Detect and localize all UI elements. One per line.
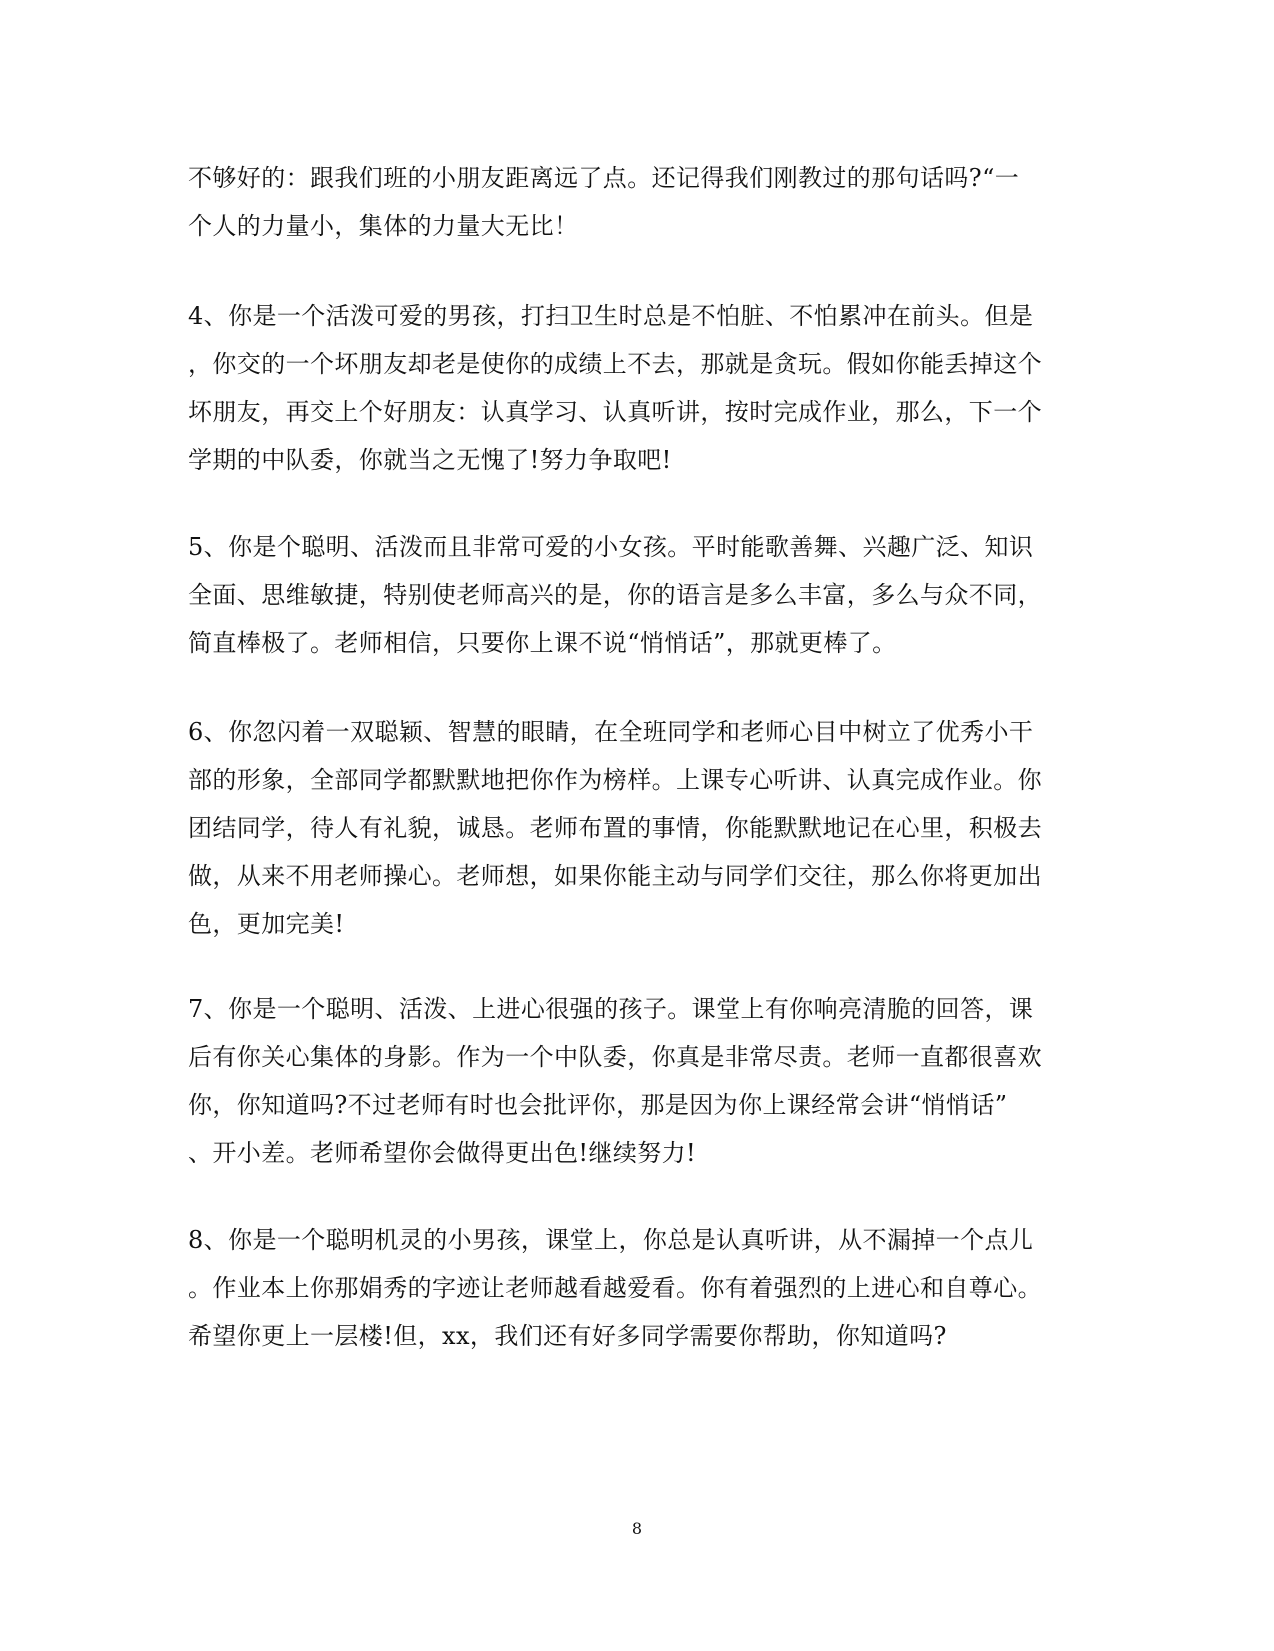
text-line: 坏朋友，再交上个好朋友：认真学习、认真听讲，按时完成作业，那么，下一个 [188, 398, 1042, 426]
paragraph [188, 154, 1068, 250]
text-line: 希望你更上一层楼!但，xx，我们还有好多同学需要你帮助，你知道吗? [188, 1322, 947, 1350]
text-line: 个人的力量小，集体的力量大无比！ [188, 212, 579, 240]
text-line: ，你交的一个坏朋友却老是使你的成绩上不去，那就是贪玩。假如你能丢掉这个 [188, 350, 1042, 378]
text-line: 团结同学，待人有礼貌，诚恳。老师布置的事情，你能默默地记在心里，积极去 [188, 814, 1042, 842]
text-line: 。作业本上你那娟秀的字迹让老师越看越爱看。你有着强烈的上进心和自尊心。 [188, 1274, 1042, 1302]
text-line: 不够好的：跟我们班的小朋友距离远了点。还记得我们刚教过的那句话吗?“一 [188, 164, 1020, 192]
text-line: 色，更加完美! [188, 910, 345, 938]
paragraph [188, 292, 1068, 484]
text-line: 5、你是个聪明、活泼而且非常可爱的小女孩。平时能歌善舞、兴趣广泛、知识 [188, 533, 1034, 561]
text-line: 8、你是一个聪明机灵的小男孩，课堂上，你总是认真听讲，从不漏掉一个点儿 [188, 1226, 1034, 1254]
text-line: 、开小差。老师希望你会做得更出色!继续努力! [188, 1139, 697, 1167]
text-line: 全面、思维敏捷，特别使老师高兴的是，你的语言是多么丰富，多么与众不同， [188, 581, 1042, 609]
paragraph [188, 985, 1068, 1177]
text-line: 学期的中队委，你就当之无愧了!努力争取吧! [188, 446, 672, 474]
paragraph [188, 1216, 1068, 1360]
text-line: 你，你知道吗?不过老师有时也会批评你，那是因为你上课经常会讲“悄悄话” [188, 1091, 1008, 1119]
paragraph [188, 523, 1068, 667]
text-line: 部的形象，全部同学都默默地把你作为榜样。上课专心听讲、认真完成作业。你 [188, 766, 1042, 794]
text-line: 7、你是一个聪明、活泼、上进心很强的孩子。课堂上有你响亮清脆的回答，课 [188, 995, 1034, 1023]
text-line: 4、你是一个活泼可爱的男孩，打扫卫生时总是不怕脏、不怕累冲在前头。但是 [188, 302, 1034, 330]
paragraph [188, 708, 1068, 948]
page-number: 8 [631, 1519, 643, 1538]
text-line: 6、你忽闪着一双聪颖、智慧的眼睛，在全班同学和老师心目中树立了优秀小干 [188, 718, 1034, 746]
text-line: 做，从来不用老师操心。老师想，如果你能主动与同学们交往，那么你将更加出 [188, 862, 1042, 890]
text-line: 简直棒极了。老师相信，只要你上课不说“悄悄话”，那就更棒了。 [188, 629, 897, 657]
text-line: 后有你关心集体的身影。作为一个中队委，你真是非常尽责。老师一直都很喜欢 [188, 1043, 1042, 1071]
